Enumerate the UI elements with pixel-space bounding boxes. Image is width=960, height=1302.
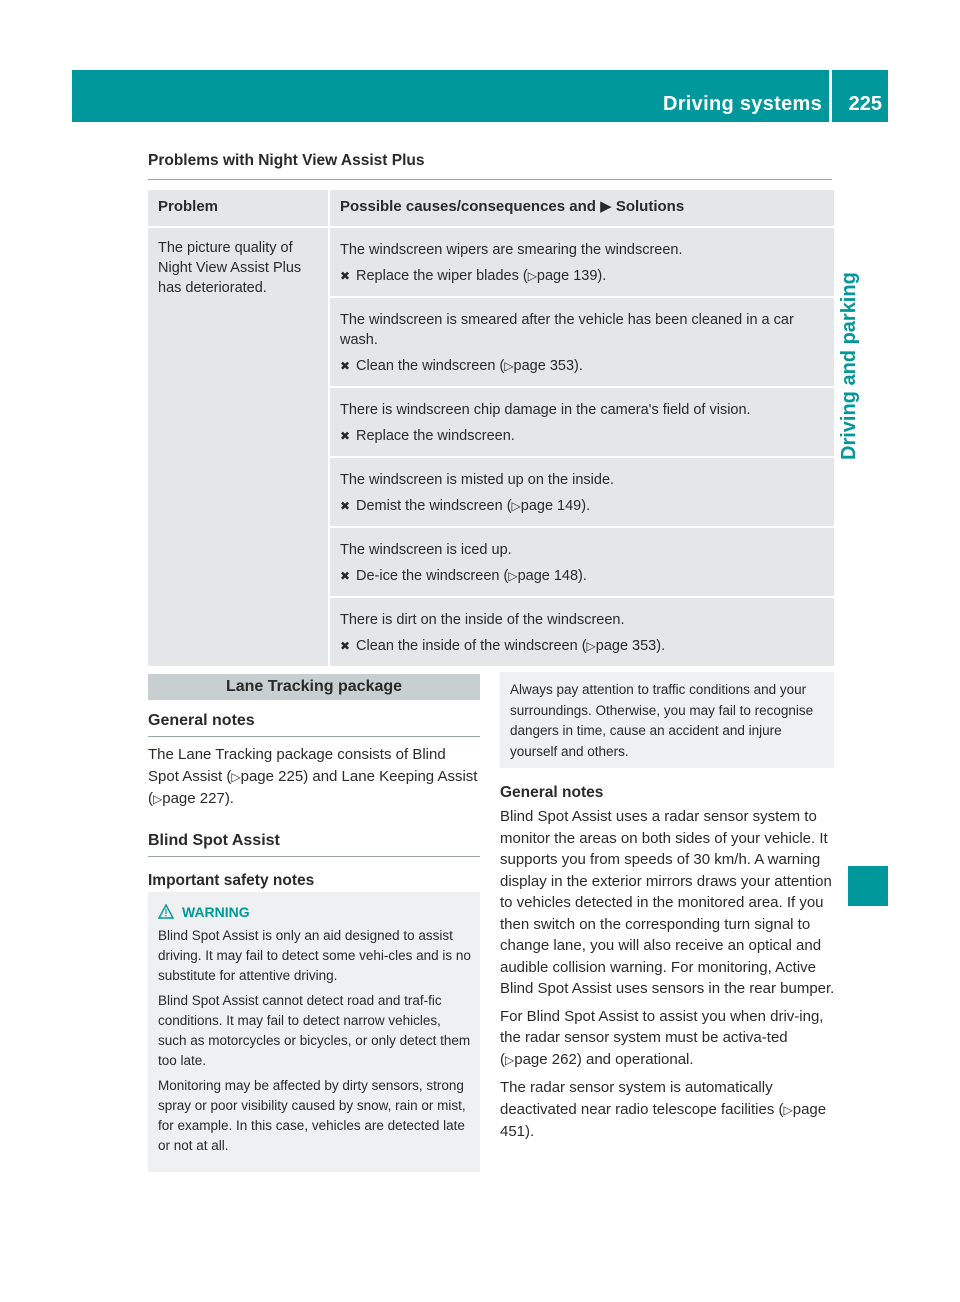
- problem-cell: The picture quality of Night View Assist Plus has deteriorated.: [148, 226, 330, 666]
- step-arrow-icon: ✖: [340, 569, 351, 583]
- page-ref[interactable]: page 148: [517, 568, 579, 584]
- section-title: Driving systems: [662, 93, 822, 115]
- note-box: [500, 672, 834, 768]
- step-text: ✖ Clean the inside of the windscreen (▷page 353).: [340, 638, 666, 654]
- col-causes: [330, 190, 834, 226]
- step-arrow-icon: ✖: [340, 499, 351, 513]
- warning-label: WARNING: [182, 904, 250, 920]
- page-ref[interactable]: page 225: [240, 767, 304, 785]
- solution-arrow-icon: ▶: [600, 198, 612, 215]
- page-ref-icon: ▷: [504, 359, 514, 373]
- lane-tracking-band: Lane Tracking package: [148, 674, 480, 700]
- solution-cell: [330, 226, 834, 296]
- solution-cell: [330, 456, 834, 526]
- page-ref[interactable]: page 139: [536, 268, 598, 284]
- table-header: [148, 190, 834, 226]
- warning-triangle-icon: [158, 904, 174, 919]
- paragraph: For Blind Spot Assist to assist you when driv-ing, the radar sensor system must be activa-ted (▷page 262) and operational.: [500, 1007, 824, 1068]
- cause-text: The windscreen wipers are smearing the windscreen.: [340, 242, 683, 258]
- solution-cell: [330, 596, 834, 666]
- table-row: [148, 226, 834, 296]
- page-ref[interactable]: page 227: [162, 790, 225, 807]
- solution-cell: [330, 386, 834, 456]
- header-divider: [829, 70, 832, 122]
- right-body: [500, 806, 836, 1149]
- page-ref-icon: ▷: [527, 269, 537, 283]
- solution-cell: [330, 526, 834, 596]
- page-ref-icon: ▷: [153, 792, 163, 806]
- page-ref[interactable]: page 262: [514, 1050, 577, 1068]
- page-number: 225: [848, 93, 882, 115]
- warning-paragraph: Blind Spot Assist cannot detect road and traf-fic conditions. It may fail to detect narrow vehicles, such as motorcycles or bicycles, or only detect them too late.: [158, 993, 471, 1068]
- step-text: ✖ Demist the windscreen (▷page 149).: [340, 498, 591, 514]
- cause-text: The windscreen is iced up.: [340, 542, 512, 558]
- warning-box: [148, 892, 480, 1172]
- general-notes-heading: General notes: [148, 712, 480, 737]
- page-ref[interactable]: page 149: [520, 498, 582, 514]
- step-arrow-icon: ✖: [340, 359, 351, 373]
- col-problem: Problem: [148, 190, 330, 226]
- paragraph: The radar sensor system is automatically deactivated near radio telescope facilities (▷page 451).: [500, 1079, 827, 1140]
- page-ref[interactable]: page 353: [513, 358, 575, 374]
- step-arrow-icon: ✖: [340, 429, 351, 443]
- general-notes-heading-right: General notes: [500, 784, 604, 801]
- note-text: Always pay attention to traffic conditions and your surroundings. Otherwise, you may fail to recognise dangers in time, cause an accident and injure yourself and others.: [510, 682, 814, 759]
- general-notes-text: The Lane Tracking package consists of Blind Spot Assist (▷page 225) and Lane Keeping Assist (▷page 227).: [148, 746, 478, 807]
- cause-text: The windscreen is misted up on the inside.: [340, 472, 615, 488]
- safety-heading: Important safety notes: [148, 872, 315, 889]
- step-text: ✖ Clean the windscreen (▷page 353).: [340, 358, 583, 374]
- warning-paragraph: Monitoring may be affected by dirty sensors, strong spray or poor visibility caused by snow, rain or mist, for example. In this case, vehicles are detected late or not at all.: [158, 1078, 466, 1153]
- col-causes-label: Possible causes/consequences and: [340, 198, 601, 215]
- page-ref[interactable]: page 451: [500, 1100, 827, 1140]
- page-header: [72, 70, 888, 122]
- step-text: ✖ Replace the wiper blades (▷page 139).: [340, 268, 607, 284]
- step-arrow-icon: ✖: [340, 639, 351, 653]
- problems-table: [148, 190, 834, 666]
- step-text: ✖ De-ice the windscreen (▷page 148).: [340, 568, 587, 584]
- problems-title: Problems with Night View Assist Plus: [148, 152, 832, 180]
- page-ref-icon: ▷: [511, 499, 521, 513]
- step-arrow-icon: ✖: [340, 269, 351, 283]
- cause-text: There is dirt on the inside of the windscreen.: [340, 612, 625, 628]
- page-ref[interactable]: page 353: [595, 638, 657, 654]
- col-solutions-label: Solutions: [611, 198, 685, 215]
- solution-cell: [330, 296, 834, 386]
- page-ref-icon: ▷: [505, 1052, 515, 1067]
- page-ref-icon: ▷: [508, 569, 518, 583]
- page-ref-icon: ▷: [783, 1102, 793, 1117]
- page-ref-icon: ▷: [586, 639, 596, 653]
- blind-spot-heading: Blind Spot Assist: [148, 832, 480, 857]
- page-ref-icon: ▷: [231, 769, 241, 784]
- side-tab-label: Driving and parking: [838, 272, 860, 460]
- warning-paragraph: Blind Spot Assist is only an aid designed to assist driving. It may fail to detect some vehi-cles and is no substitute for attentive driving.: [158, 928, 471, 983]
- warning-heading: [158, 902, 472, 922]
- cause-text: There is windscreen chip damage in the camera's field of vision.: [340, 402, 751, 418]
- cause-text: The windscreen is smeared after the vehicle has been cleaned in a car wash.: [340, 312, 794, 348]
- side-tab: [838, 272, 860, 460]
- side-tab-marker: [848, 866, 888, 906]
- paragraph: Blind Spot Assist uses a radar sensor system to monitor the areas on both sides of your vehicle. It supports you from speeds of 30 km/h. A warning display in the exterior mirrors draws your attention to vehicles detected in the monitored area. If you then switch on the corresponding turn signal to change lane, you will also receive an optical and audible collision warning. For monitoring, Active Blind Spot Assist uses sensors in the rear bumper.: [500, 808, 835, 997]
- step-text: ✖ Replace the windscreen.: [340, 428, 515, 444]
